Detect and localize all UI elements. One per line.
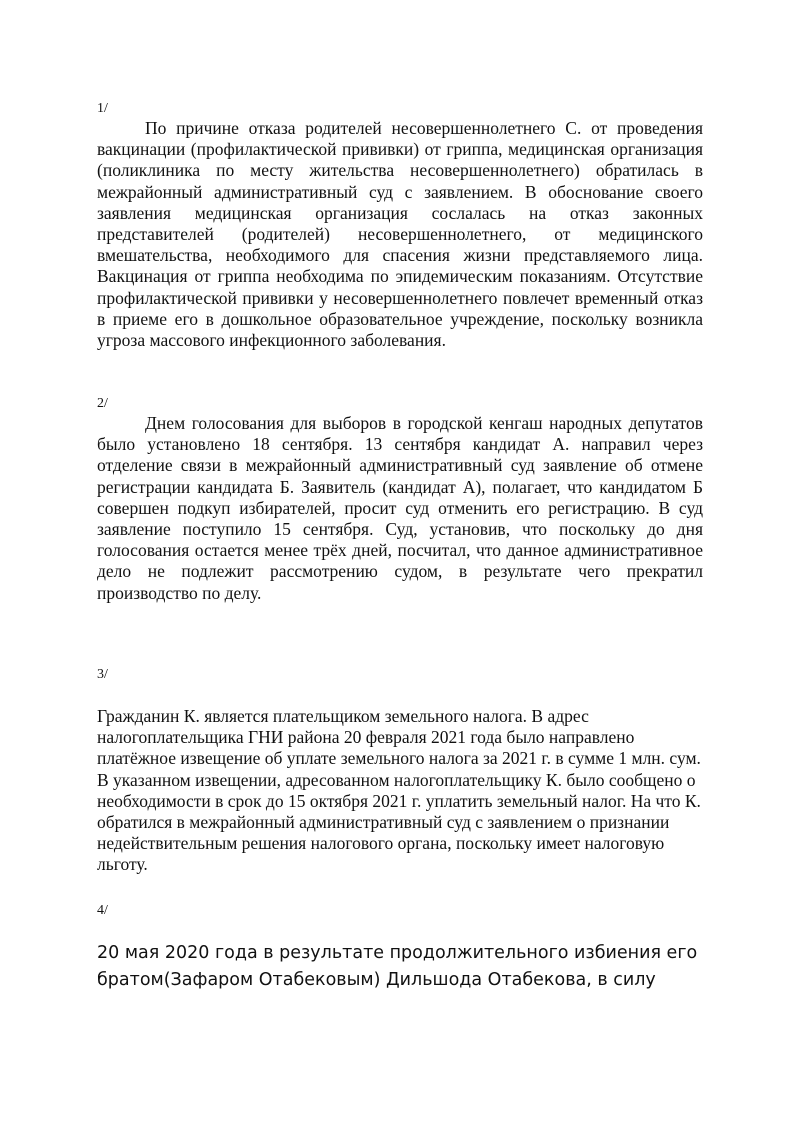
section-number-1: 1/ [97, 101, 108, 116]
section-number-3: 3/ [97, 667, 108, 682]
section-text-1: По причине отказа родителей несовершеннолетнего С. от проведения вакцинации (профилактической прививки) от гриппа, медицинская организация (поликлиника по месту жительства несовершеннолетнего) обратилась в межрайонный административный суд с заявлением. В обоснование своего заявления медицинская организация сослалась на отказ законных представителей (родителей) несовершеннолетнего, от медицинского вмешательства, необходимого для спасения жизни представляемого лица. Вакцинация от гриппа необходима по эпидемическим показаниям. Отсутствие профилактической прививки у несовершеннолетнего повлечет временный отказ в приеме его в дошкольное образовательное учреждение, поскольку возникла угроза массового инфекционного заболевания. [97, 118, 703, 351]
section-text-2: Днем голосования для выборов в городской кенгаш народных депутатов было установлено 18 сентября. 13 сентября кандидат А. направил через отделение связи в межрайонный административный суд заявление об отмене регистрации кандидата Б. Заявитель (кандидат А), полагает, что кандидатом Б совершен подкуп избирателей, просит суд отменить его регистрацию. В суд заявление поступило 15 сентября. Суд, установив, что поскольку до дня голосования остается менее трёх дней, посчитал, что данное административное дело не подлежит рассмотрению судом, в результате чего прекратил производство по делу. [97, 413, 703, 603]
section-text-4: 20 мая 2020 года в результате продолжительного избиения его братом(Зафаром Отабековым) Дильшода Отабекова, в силу [97, 943, 698, 990]
section-number-2: 2/ [97, 396, 108, 411]
section-number-4: 4/ [97, 903, 108, 918]
section-text-3: Гражданин К. является плательщиком земельного налога. В адрес налогоплательщика ГНИ района 20 февраля 2021 года было направлено платёжное извещение об уплате земельного налога за 2021 г. в сумме 1 млн. сум. В указанном извещении, адресованном налогоплательщику К. было сообщено о необходимости в срок до 15 октября 2021 г. уплатить земельный налог. На что К. обратился в межрайонный административный суд с заявлением о признании недействительным решения налогового органа, поскольку имеет налоговую льготу. [97, 706, 701, 875]
